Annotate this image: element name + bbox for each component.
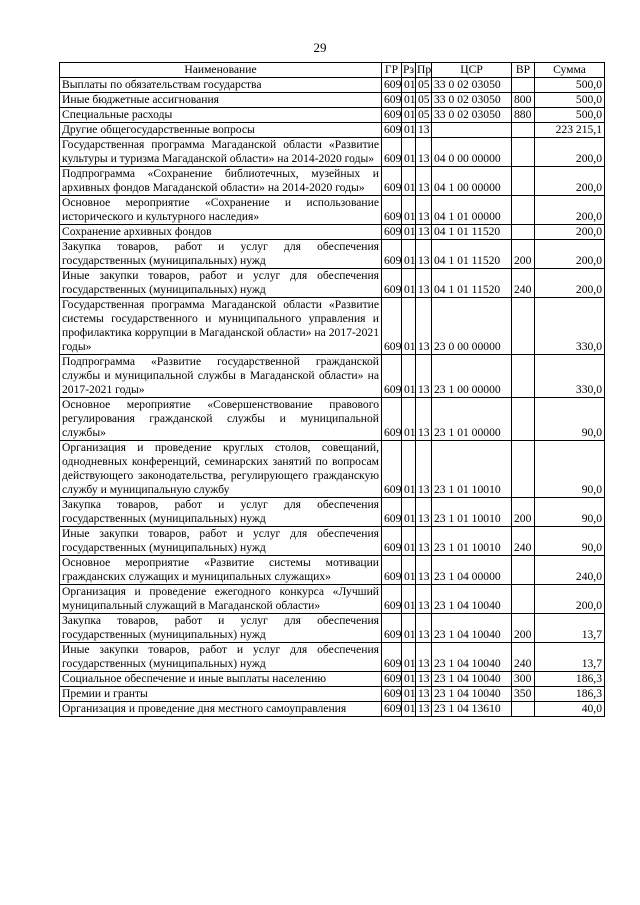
cell-gr: 609 — [382, 123, 402, 138]
table-row — [60, 108, 605, 123]
cell-sum: 90,0 — [535, 527, 605, 556]
cell-gr: 609 — [382, 702, 402, 717]
cell-name: Организация и проведение ежегодного конкурса «Лучший муниципальный служащий в Магаданской области» — [60, 585, 382, 614]
table-row — [60, 398, 605, 441]
table-row — [60, 269, 605, 298]
cell-sum: 200,0 — [535, 585, 605, 614]
table-row — [60, 556, 605, 585]
cell-name: Закупка товаров, работ и услуг для обеспечения государственных (муниципальных) нужд — [60, 498, 382, 527]
table-row — [60, 138, 605, 167]
cell-vr — [512, 398, 535, 441]
cell-sum: 90,0 — [535, 498, 605, 527]
cell-pr: 05 — [416, 108, 432, 123]
cell-vr — [512, 556, 535, 585]
cell-csr: 23 1 00 00000 — [432, 355, 512, 398]
cell-pr: 13 — [416, 398, 432, 441]
cell-rz: 01 — [402, 556, 416, 585]
cell-rz: 01 — [402, 123, 416, 138]
cell-gr: 609 — [382, 441, 402, 498]
cell-name: Государственная программа Магаданской области «Развитие культуры и туризма Магаданской области» на 2014-2020 годы» — [60, 138, 382, 167]
cell-rz: 01 — [402, 687, 416, 702]
cell-csr: 04 1 01 11520 — [432, 225, 512, 240]
cell-sum: 13,7 — [535, 614, 605, 643]
cell-vr — [512, 167, 535, 196]
cell-name: Другие общегосударственные вопросы — [60, 123, 382, 138]
cell-gr: 609 — [382, 398, 402, 441]
cell-name: Сохранение архивных фондов — [60, 225, 382, 240]
cell-gr: 609 — [382, 138, 402, 167]
cell-csr: 23 1 04 10040 — [432, 672, 512, 687]
table-row — [60, 225, 605, 240]
table-row — [60, 167, 605, 196]
cell-csr — [432, 123, 512, 138]
cell-vr: 880 — [512, 108, 535, 123]
cell-sum: 200,0 — [535, 225, 605, 240]
cell-gr: 609 — [382, 225, 402, 240]
cell-name: Организация и проведение круглых столов, совещаний, однодневных конференций, семинарских занятий по вопросам действующего законодательства, регулирующего гражданскую службу и муниципальную службу — [60, 441, 382, 498]
cell-rz: 01 — [402, 398, 416, 441]
table-row — [60, 441, 605, 498]
table-row — [60, 687, 605, 702]
cell-name: Иные закупки товаров, работ и услуг для обеспечения государственных (муниципальных) нужд — [60, 269, 382, 298]
cell-pr: 13 — [416, 672, 432, 687]
cell-sum: 186,3 — [535, 672, 605, 687]
cell-rz: 01 — [402, 643, 416, 672]
cell-rz: 01 — [402, 298, 416, 355]
cell-sum: 500,0 — [535, 108, 605, 123]
cell-vr: 300 — [512, 672, 535, 687]
cell-vr — [512, 78, 535, 93]
header-rz: Рз — [403, 63, 415, 76]
header-row — [60, 63, 605, 78]
cell-gr: 609 — [382, 298, 402, 355]
cell-sum: 200,0 — [535, 196, 605, 225]
cell-vr — [512, 702, 535, 717]
cell-sum: 223 215,1 — [535, 123, 605, 138]
cell-pr: 05 — [416, 93, 432, 108]
cell-csr: 23 1 01 00000 — [432, 398, 512, 441]
cell-csr: 33 0 02 03050 — [432, 78, 512, 93]
cell-name: Специальные расходы — [60, 108, 382, 123]
cell-rz: 01 — [402, 614, 416, 643]
header-gr: ГР — [382, 63, 402, 78]
cell-sum: 330,0 — [535, 355, 605, 398]
cell-rz: 01 — [402, 672, 416, 687]
cell-pr: 13 — [416, 614, 432, 643]
table-row — [60, 78, 605, 93]
cell-csr: 33 0 02 03050 — [432, 108, 512, 123]
table-row — [60, 672, 605, 687]
table-row — [60, 498, 605, 527]
cell-gr: 609 — [382, 108, 402, 123]
cell-gr: 609 — [382, 556, 402, 585]
cell-vr: 200 — [512, 498, 535, 527]
cell-sum: 240,0 — [535, 556, 605, 585]
cell-pr: 13 — [416, 138, 432, 167]
cell-rz: 01 — [402, 585, 416, 614]
cell-sum: 186,3 — [535, 687, 605, 702]
cell-name: Подпрограмма «Развитие государственной гражданской службы и муниципальной службы в Магаданской области» на 2017-2021 годы» — [60, 355, 382, 398]
cell-rz: 01 — [402, 138, 416, 167]
cell-csr: 23 1 04 00000 — [432, 556, 512, 585]
cell-csr: 33 0 02 03050 — [432, 93, 512, 108]
cell-name: Основное мероприятие «Сохранение и использование исторического и культурного наследия» — [60, 196, 382, 225]
cell-pr: 13 — [416, 498, 432, 527]
header-sum: Сумма — [535, 63, 605, 78]
cell-rz: 01 — [402, 225, 416, 240]
cell-name: Выплаты по обязательствам государства — [60, 78, 382, 93]
cell-pr: 13 — [416, 355, 432, 398]
cell-gr: 609 — [382, 498, 402, 527]
cell-name: Премии и гранты — [60, 687, 382, 702]
cell-name: Закупка товаров, работ и услуг для обеспечения государственных (муниципальных) нужд — [60, 614, 382, 643]
cell-gr: 609 — [382, 355, 402, 398]
cell-pr: 13 — [416, 123, 432, 138]
cell-name: Иные бюджетные ассигнования — [60, 93, 382, 108]
cell-vr: 200 — [512, 240, 535, 269]
cell-csr: 04 1 01 00000 — [432, 196, 512, 225]
budget-table — [59, 62, 605, 717]
table-row — [60, 702, 605, 717]
cell-vr — [512, 225, 535, 240]
header-vr: ВР — [512, 63, 535, 78]
cell-csr: 23 1 01 10010 — [432, 441, 512, 498]
cell-csr: 04 1 00 00000 — [432, 167, 512, 196]
cell-vr: 240 — [512, 527, 535, 556]
cell-pr: 13 — [416, 702, 432, 717]
header-pr: Пр — [417, 63, 432, 76]
cell-pr: 13 — [416, 527, 432, 556]
table-row — [60, 298, 605, 355]
cell-vr: 350 — [512, 687, 535, 702]
cell-vr — [512, 196, 535, 225]
cell-sum: 200,0 — [535, 269, 605, 298]
cell-csr: 23 0 00 00000 — [432, 298, 512, 355]
cell-csr: 23 1 01 10010 — [432, 527, 512, 556]
cell-name: Иные закупки товаров, работ и услуг для обеспечения государственных (муниципальных) нужд — [60, 527, 382, 556]
cell-rz: 01 — [402, 498, 416, 527]
cell-name: Основное мероприятие «Развитие системы мотивации гражданских служащих и муниципальных служащих» — [60, 556, 382, 585]
cell-vr: 240 — [512, 269, 535, 298]
cell-sum: 200,0 — [535, 240, 605, 269]
cell-sum: 13,7 — [535, 643, 605, 672]
cell-csr: 04 1 01 11520 — [432, 240, 512, 269]
cell-csr: 04 1 01 11520 — [432, 269, 512, 298]
cell-pr: 05 — [416, 78, 432, 93]
cell-sum: 200,0 — [535, 167, 605, 196]
cell-rz: 01 — [402, 167, 416, 196]
cell-vr — [512, 138, 535, 167]
cell-name: Основное мероприятие «Совершенствование правового регулирования гражданской службы и муниципальной службы» — [60, 398, 382, 441]
cell-rz: 01 — [402, 108, 416, 123]
cell-name: Социальное обеспечение и иные выплаты населению — [60, 672, 382, 687]
cell-vr — [512, 585, 535, 614]
cell-csr: 23 1 04 13610 — [432, 702, 512, 717]
table-row — [60, 643, 605, 672]
cell-rz: 01 — [402, 527, 416, 556]
cell-rz: 01 — [402, 702, 416, 717]
table-row — [60, 585, 605, 614]
page-number: 29 — [313, 40, 327, 55]
cell-gr: 609 — [382, 643, 402, 672]
cell-vr — [512, 355, 535, 398]
cell-sum: 200,0 — [535, 138, 605, 167]
cell-sum: 330,0 — [535, 298, 605, 355]
cell-sum: 40,0 — [535, 702, 605, 717]
header-name: Наименование — [60, 63, 382, 78]
cell-rz: 01 — [402, 269, 416, 298]
cell-rz: 01 — [402, 441, 416, 498]
cell-name: Государственная программа Магаданской области «Развитие системы государственного и муниципального управления и профилактика коррупции в Магаданской области» на 2017-2021 годы» — [60, 298, 382, 355]
cell-vr — [512, 298, 535, 355]
cell-pr: 13 — [416, 441, 432, 498]
header-csr: ЦСР — [432, 63, 512, 78]
cell-gr: 609 — [382, 269, 402, 298]
cell-name: Подпрограмма «Сохранение библиотечных, музейных и архивных фондов Магаданской области» на 2014-2020 годы» — [60, 167, 382, 196]
cell-sum: 500,0 — [535, 78, 605, 93]
cell-gr: 609 — [382, 687, 402, 702]
cell-pr: 13 — [416, 298, 432, 355]
cell-csr: 23 1 04 10040 — [432, 643, 512, 672]
table-row — [60, 123, 605, 138]
cell-csr: 23 1 04 10040 — [432, 585, 512, 614]
cell-csr: 23 1 04 10040 — [432, 687, 512, 702]
cell-vr: 800 — [512, 93, 535, 108]
cell-rz: 01 — [402, 355, 416, 398]
table-row — [60, 614, 605, 643]
cell-gr: 609 — [382, 167, 402, 196]
cell-pr: 13 — [416, 196, 432, 225]
cell-gr: 609 — [382, 614, 402, 643]
cell-gr: 609 — [382, 585, 402, 614]
cell-name: Закупка товаров, работ и услуг для обеспечения государственных (муниципальных) нужд — [60, 240, 382, 269]
cell-vr — [512, 441, 535, 498]
cell-pr: 13 — [416, 556, 432, 585]
cell-vr: 200 — [512, 614, 535, 643]
cell-name: Организация и проведение дня местного самоуправления — [60, 702, 382, 717]
cell-sum: 90,0 — [535, 398, 605, 441]
cell-csr: 23 1 04 10040 — [432, 614, 512, 643]
cell-gr: 609 — [382, 196, 402, 225]
table-row — [60, 355, 605, 398]
cell-gr: 609 — [382, 240, 402, 269]
cell-gr: 609 — [382, 78, 402, 93]
cell-gr: 609 — [382, 93, 402, 108]
table-row — [60, 527, 605, 556]
cell-pr: 13 — [416, 240, 432, 269]
cell-rz: 01 — [402, 93, 416, 108]
cell-vr — [512, 123, 535, 138]
cell-sum: 90,0 — [535, 441, 605, 498]
cell-rz: 01 — [402, 196, 416, 225]
cell-pr: 13 — [416, 585, 432, 614]
table-row — [60, 93, 605, 108]
cell-vr: 240 — [512, 643, 535, 672]
cell-pr: 13 — [416, 687, 432, 702]
cell-sum: 500,0 — [535, 93, 605, 108]
cell-gr: 609 — [382, 527, 402, 556]
cell-pr: 13 — [416, 269, 432, 298]
cell-pr: 13 — [416, 643, 432, 672]
cell-csr: 23 1 01 10010 — [432, 498, 512, 527]
table-body — [60, 78, 605, 717]
cell-rz: 01 — [402, 78, 416, 93]
cell-rz: 01 — [402, 240, 416, 269]
cell-csr: 04 0 00 00000 — [432, 138, 512, 167]
cell-name: Иные закупки товаров, работ и услуг для обеспечения государственных (муниципальных) нужд — [60, 643, 382, 672]
cell-gr: 609 — [382, 672, 402, 687]
cell-pr: 13 — [416, 167, 432, 196]
table-row — [60, 240, 605, 269]
cell-pr: 13 — [416, 225, 432, 240]
table-row — [60, 196, 605, 225]
